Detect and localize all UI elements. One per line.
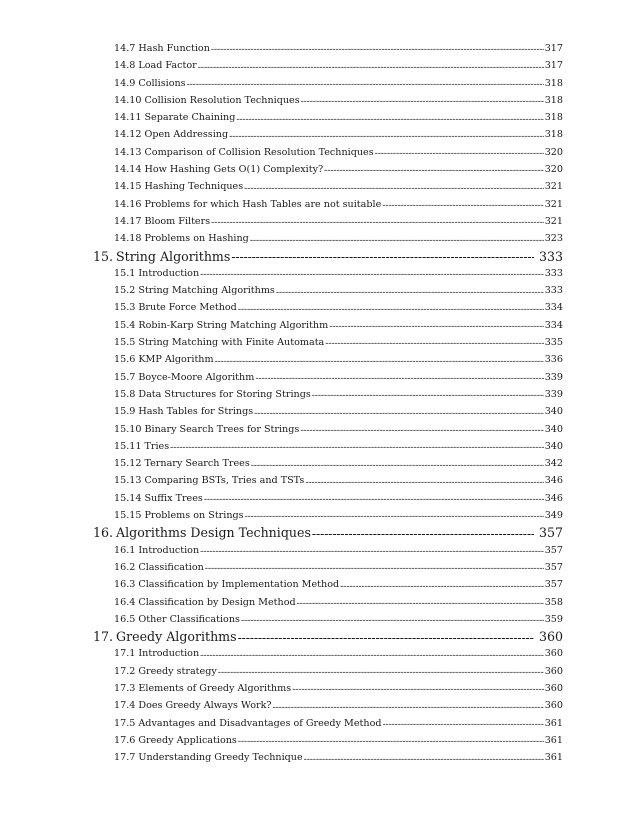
toc-entry-title: Collisions xyxy=(138,77,186,89)
toc-chapter-entry[interactable] xyxy=(0,248,563,265)
toc-entry-number: 14.8 xyxy=(114,60,136,72)
toc-section-entry[interactable] xyxy=(0,334,563,351)
toc-entry-number: 17.6 xyxy=(114,734,136,746)
toc-entry-page-number: 361 xyxy=(544,752,563,764)
toc-entry-title: Separate Chaining xyxy=(144,112,236,124)
toc-entry-number: 17.4 xyxy=(114,700,136,712)
toc-entry-title: Hashing Techniques xyxy=(144,181,244,193)
toc-entry-number: 15.15 xyxy=(114,510,142,522)
toc-dot-leader xyxy=(383,716,544,726)
toc-section-entry[interactable] xyxy=(0,421,563,438)
toc-entry-title: String Algorithms xyxy=(116,248,231,264)
toc-entry-title: Boyce-Moore Algorithm xyxy=(138,371,255,383)
toc-entry-title: Collision Resolution Techniques xyxy=(144,94,300,106)
toc-entry-title: Data Structures for Storing Strings xyxy=(138,388,311,400)
toc-section-entry[interactable] xyxy=(0,732,563,749)
toc-entry-title: Introduction xyxy=(138,648,200,660)
table-of-contents xyxy=(0,40,638,766)
toc-section-entry[interactable] xyxy=(0,403,563,420)
toc-section-entry[interactable] xyxy=(0,594,563,611)
toc-dot-leader xyxy=(244,180,544,190)
toc-section-entry[interactable] xyxy=(0,559,563,576)
toc-entry-title: Classification xyxy=(138,561,204,573)
toc-dot-leader xyxy=(304,751,544,761)
toc-dot-leader xyxy=(255,370,543,380)
toc-dot-leader xyxy=(238,733,544,743)
toc-section-entry[interactable] xyxy=(0,645,563,662)
toc-entry-title: Comparison of Collision Resolution Techniques xyxy=(144,146,374,158)
toc-entry-title: Open Addressing xyxy=(144,129,229,141)
toc-entry-title: Comparing BSTs, Tries and TSTs xyxy=(144,475,305,487)
toc-dot-leader xyxy=(218,664,544,674)
toc-section-entry[interactable] xyxy=(0,92,563,109)
toc-entry-title: String Matching Algorithms xyxy=(138,285,275,297)
toc-dot-leader xyxy=(305,474,543,484)
toc-dot-leader xyxy=(187,76,544,86)
toc-entry-title: Does Greedy Always Work? xyxy=(138,700,272,712)
toc-entry-number: 17. xyxy=(93,629,114,645)
toc-entry-page-number: 318 xyxy=(544,77,563,89)
toc-dot-leader xyxy=(297,595,544,605)
toc-entry-number: 14.18 xyxy=(114,233,142,245)
toc-entry-title: Greedy strategy xyxy=(138,665,217,677)
toc-entry-number: 15.3 xyxy=(114,302,136,314)
toc-entry-page-number: 357 xyxy=(544,579,563,591)
toc-entry-title: Algorithms Design Techniques xyxy=(116,525,311,541)
toc-entry-number: 15.6 xyxy=(114,354,136,366)
toc-entry-page-number: 336 xyxy=(544,354,563,366)
toc-entry-number: 14.11 xyxy=(114,112,142,124)
toc-entry-page-number: 360 xyxy=(544,648,563,660)
toc-section-entry[interactable] xyxy=(0,663,563,680)
toc-entry-title: KMP Algorithm xyxy=(138,354,214,366)
toc-dot-leader xyxy=(200,266,544,276)
toc-entry-number: 16.3 xyxy=(114,579,136,591)
toc-entry-number: 15.10 xyxy=(114,423,142,435)
toc-entry-title: Greedy Algorithms xyxy=(116,629,237,645)
toc-dot-leader xyxy=(276,284,544,294)
toc-section-entry[interactable] xyxy=(0,265,563,282)
toc-dot-leader xyxy=(205,560,544,570)
toc-section-entry[interactable] xyxy=(0,213,563,230)
toc-dot-leader xyxy=(340,578,544,588)
toc-entry-page-number: 320 xyxy=(544,146,563,158)
toc-entry-page-number: 360 xyxy=(544,682,563,694)
toc-entry-title: Suffix Trees xyxy=(144,492,203,504)
toc-dot-leader xyxy=(312,387,544,397)
toc-entry-title: Problems on Strings xyxy=(144,510,244,522)
toc-entry-number: 17.7 xyxy=(114,752,136,764)
toc-entry-title: Other Classifications xyxy=(138,613,240,625)
toc-entry-title: Elements of Greedy Algorithms xyxy=(138,682,292,694)
toc-entry-number: 15.9 xyxy=(114,406,136,418)
toc-entry-page-number: 349 xyxy=(544,510,563,522)
toc-entry-title: Brute Force Method xyxy=(138,302,237,314)
toc-dot-leader xyxy=(238,629,534,642)
toc-entry-page-number: 361 xyxy=(544,734,563,746)
toc-section-entry[interactable] xyxy=(0,161,563,178)
toc-dot-leader xyxy=(250,232,544,242)
toc-dot-leader xyxy=(231,248,534,261)
toc-section-entry[interactable] xyxy=(0,386,563,403)
toc-section-entry[interactable] xyxy=(0,40,563,57)
toc-entry-number: 16.5 xyxy=(114,613,136,625)
toc-section-entry[interactable] xyxy=(0,317,563,334)
toc-section-entry[interactable] xyxy=(0,611,563,628)
toc-entry-number: 15.5 xyxy=(114,337,136,349)
toc-entry-page-number: 321 xyxy=(544,198,563,210)
toc-entry-number: 15.11 xyxy=(114,440,142,452)
toc-entry-page-number: 323 xyxy=(544,233,563,245)
toc-section-entry[interactable] xyxy=(0,507,563,524)
toc-dot-leader xyxy=(312,525,534,538)
toc-entry-page-number: 358 xyxy=(544,596,563,608)
toc-entry-page-number: 334 xyxy=(544,319,563,331)
toc-entry-number: 17.1 xyxy=(114,648,136,660)
toc-entry-number: 15. xyxy=(93,248,114,264)
toc-entry-page-number: 333 xyxy=(544,285,563,297)
toc-dot-leader xyxy=(245,508,544,518)
toc-section-entry[interactable] xyxy=(0,351,563,368)
toc-entry-page-number: 318 xyxy=(544,112,563,124)
toc-entry-title: Introduction xyxy=(138,544,200,556)
toc-chapter-entry[interactable] xyxy=(0,524,563,541)
toc-entry-title: Bloom Filters xyxy=(144,215,211,227)
toc-dot-leader xyxy=(211,214,544,224)
toc-entry-number: 15.4 xyxy=(114,319,136,331)
toc-section-entry[interactable] xyxy=(0,715,563,732)
toc-entry-page-number: 361 xyxy=(544,717,563,729)
toc-section-entry[interactable] xyxy=(0,576,563,593)
toc-entry-page-number: 340 xyxy=(544,423,563,435)
toc-entry-page-number: 339 xyxy=(544,371,563,383)
toc-dot-leader xyxy=(215,353,544,363)
toc-entry-number: 14.12 xyxy=(114,129,142,141)
toc-entry-page-number: 360 xyxy=(544,665,563,677)
toc-entry-title: Introduction xyxy=(138,267,200,279)
toc-entry-number: 17.5 xyxy=(114,717,136,729)
toc-section-entry[interactable] xyxy=(0,75,563,92)
toc-dot-leader xyxy=(198,59,544,69)
toc-section-entry[interactable] xyxy=(0,542,563,559)
toc-entry-page-number: 360 xyxy=(538,629,563,645)
toc-section-entry[interactable] xyxy=(0,126,563,143)
toc-entry-number: 15.1 xyxy=(114,267,136,279)
toc-entry-page-number: 318 xyxy=(544,129,563,141)
toc-entry-number: 14.7 xyxy=(114,43,136,54)
toc-dot-leader xyxy=(251,457,544,467)
toc-entry-title: Understanding Greedy Technique xyxy=(138,752,303,764)
toc-entry-page-number: 333 xyxy=(538,248,563,264)
toc-dot-leader xyxy=(204,491,544,501)
toc-dot-leader xyxy=(300,422,543,432)
toc-entry-title: Ternary Search Trees xyxy=(144,458,250,470)
toc-entry-title: Hash Tables for Strings xyxy=(138,406,254,418)
toc-entry-page-number: 321 xyxy=(544,215,563,227)
toc-entry-number: 14.14 xyxy=(114,164,142,176)
toc-entry-page-number: 333 xyxy=(544,267,563,279)
toc-section-entry[interactable] xyxy=(0,749,563,766)
toc-entry-page-number: 359 xyxy=(544,613,563,625)
toc-entry-title: Classification by Design Method xyxy=(138,596,296,608)
toc-entry-number: 15.8 xyxy=(114,388,136,400)
toc-entry-page-number: 360 xyxy=(544,700,563,712)
toc-dot-leader xyxy=(375,145,544,155)
toc-entry-number: 15.2 xyxy=(114,285,136,297)
toc-entry-number: 14.16 xyxy=(114,198,142,210)
toc-dot-leader xyxy=(211,41,544,51)
toc-entry-number: 14.17 xyxy=(114,215,142,227)
toc-entry-number: 16. xyxy=(93,525,114,541)
toc-entry-title: Classification by Implementation Method xyxy=(138,579,340,591)
toc-dot-leader xyxy=(325,335,543,345)
toc-section-entry[interactable] xyxy=(0,369,563,386)
toc-entry-page-number: 340 xyxy=(544,440,563,452)
toc-section-entry[interactable] xyxy=(0,230,563,247)
toc-entry-page-number: 340 xyxy=(544,406,563,418)
toc-dot-leader xyxy=(229,128,544,138)
toc-entry-number: 17.2 xyxy=(114,665,136,677)
toc-entry-title: Robin-Karp String Matching Algorithm xyxy=(138,319,329,331)
toc-entry-title: How Hashing Gets O(1) Complexity? xyxy=(144,164,324,176)
toc-section-entry[interactable] xyxy=(0,109,563,126)
toc-entry-number: 15.7 xyxy=(114,371,136,383)
toc-section-entry[interactable] xyxy=(0,472,563,489)
toc-entry-number: 17.3 xyxy=(114,682,136,694)
toc-entry-page-number: 334 xyxy=(544,302,563,314)
toc-section-entry[interactable] xyxy=(0,57,563,74)
toc-entry-title: Problems on Hashing xyxy=(144,233,249,245)
toc-entry-number: 16.4 xyxy=(114,596,136,608)
toc-dot-leader xyxy=(170,439,544,449)
toc-entry-page-number: 318 xyxy=(544,94,563,106)
toc-entry-number: 16.1 xyxy=(114,544,136,556)
toc-section-entry[interactable] xyxy=(0,178,563,195)
toc-entry-page-number: 321 xyxy=(544,181,563,193)
toc-dot-leader xyxy=(238,301,544,311)
toc-entry-page-number: 320 xyxy=(544,164,563,176)
toc-entry-number: 14.15 xyxy=(114,181,142,193)
toc-dot-leader xyxy=(200,647,544,657)
toc-chapter-entry[interactable] xyxy=(0,628,563,645)
toc-entry-page-number: 357 xyxy=(544,544,563,556)
toc-entry-title: Tries xyxy=(144,440,170,452)
toc-dot-leader xyxy=(382,197,543,207)
toc-dot-leader xyxy=(273,699,544,709)
toc-dot-leader xyxy=(254,405,544,415)
toc-entry-title: Greedy Applications xyxy=(138,734,237,746)
toc-entry-number: 15.12 xyxy=(114,458,142,470)
toc-section-entry[interactable] xyxy=(0,438,563,455)
toc-entry-title: Load Factor xyxy=(138,60,197,72)
toc-entry-number: 15.14 xyxy=(114,492,142,504)
toc-section-entry[interactable] xyxy=(0,455,563,472)
toc-entry-page-number: 357 xyxy=(538,525,563,541)
toc-entry-number: 14.13 xyxy=(114,146,142,158)
toc-section-entry[interactable] xyxy=(0,490,563,507)
toc-entry-title: Advantages and Disadvantages of Greedy Method xyxy=(138,717,382,729)
toc-section-entry[interactable] xyxy=(0,196,563,213)
toc-entry-title: Binary Search Trees for Strings xyxy=(144,423,300,435)
toc-entry-title: Hash Function xyxy=(138,43,210,54)
toc-entry-page-number: 335 xyxy=(544,337,563,349)
toc-entry-number: 14.10 xyxy=(114,94,142,106)
toc-dot-leader xyxy=(324,162,544,172)
toc-entry-number: 16.2 xyxy=(114,561,136,573)
toc-entry-title: Problems for which Hash Tables are not suitable xyxy=(144,198,382,210)
toc-entry-title: String Matching with Finite Automata xyxy=(138,337,325,349)
toc-entry-page-number: 317 xyxy=(544,43,563,54)
toc-entry-page-number: 317 xyxy=(544,60,563,72)
toc-dot-leader xyxy=(301,93,544,103)
toc-entry-number: 15.13 xyxy=(114,475,142,487)
toc-section-entry[interactable] xyxy=(0,282,563,299)
toc-dot-leader xyxy=(236,111,543,121)
toc-dot-leader xyxy=(292,681,544,691)
toc-dot-leader xyxy=(200,543,544,553)
toc-entry-page-number: 357 xyxy=(544,561,563,573)
toc-dot-leader xyxy=(241,612,544,622)
toc-entry-page-number: 346 xyxy=(544,475,563,487)
toc-dot-leader xyxy=(329,318,543,328)
toc-section-entry[interactable] xyxy=(0,144,563,161)
toc-entry-page-number: 339 xyxy=(544,388,563,400)
toc-entry-number: 14.9 xyxy=(114,77,136,89)
toc-entry-page-number: 346 xyxy=(544,492,563,504)
toc-section-entry[interactable] xyxy=(0,680,563,697)
toc-entry-page-number: 342 xyxy=(544,458,563,470)
toc-section-entry[interactable] xyxy=(0,697,563,714)
toc-section-entry[interactable] xyxy=(0,299,563,316)
